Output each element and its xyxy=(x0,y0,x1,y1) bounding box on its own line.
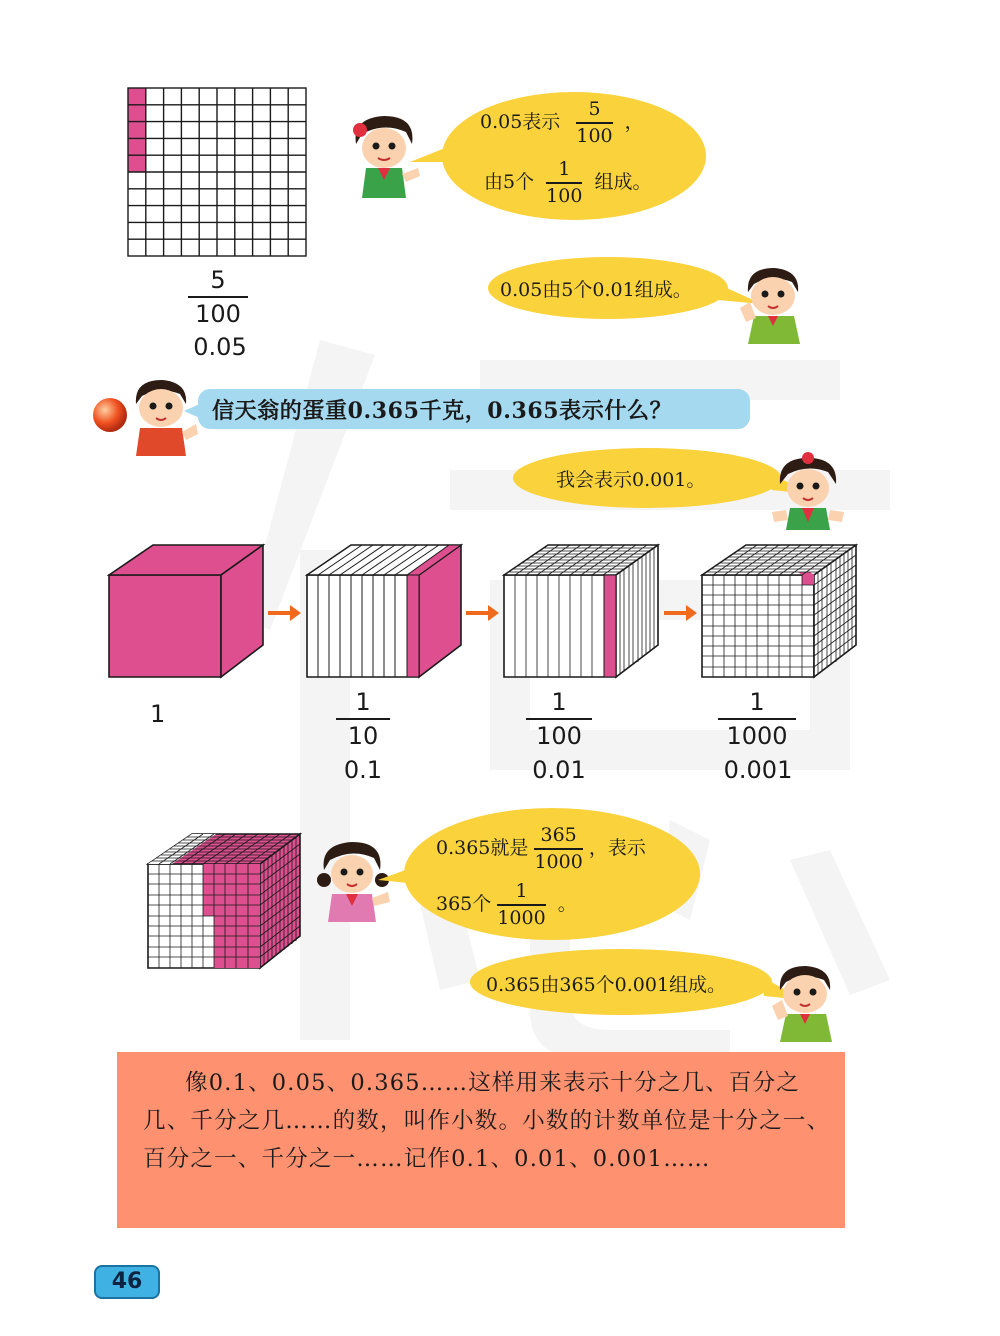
denominator: 100 xyxy=(576,125,613,147)
fraction-bar xyxy=(188,296,248,298)
denominator: 100 xyxy=(546,185,583,207)
numerator: 1 xyxy=(551,688,567,716)
denominator: 100 xyxy=(536,722,582,750)
numerator: 1 xyxy=(355,688,371,716)
cube-3-fraction xyxy=(526,688,592,750)
hundredths-cube xyxy=(502,543,662,679)
boy-character-icon xyxy=(770,960,840,1042)
bubble-tail xyxy=(378,862,422,888)
fraction-bar xyxy=(546,182,582,184)
cube-4-decimal: 0.001 xyxy=(723,756,793,784)
fraction-bar xyxy=(497,904,545,906)
fraction-bar xyxy=(576,122,612,124)
numerator: 5 xyxy=(588,98,601,120)
cube-3-decimal: 0.01 xyxy=(532,756,586,784)
bubble-4-text-b: ，表示 xyxy=(588,837,646,859)
denominator: 1000 xyxy=(497,907,546,929)
arrow-right-icon xyxy=(268,604,302,622)
grid-fraction xyxy=(188,266,248,328)
bubble-1-text-a: 0.05表示 xyxy=(480,111,561,133)
bubble-1-text-b: ， xyxy=(624,111,644,133)
numerator: 1 xyxy=(558,158,571,180)
bubble-1-text-c: 由5个 xyxy=(484,171,535,193)
hundred-grid xyxy=(127,87,307,257)
bubble-1-line-1 xyxy=(480,100,644,146)
question-text: 信天翁的蛋重0.365千克，0.365表示什么？ xyxy=(212,398,673,424)
bubble-4-line-2 xyxy=(436,882,577,928)
bubble-4-text-a: 0.365就是 xyxy=(436,837,529,859)
definition-body: 像0.1、0.05、0.365……这样用来表示十分之几、百分之几、千分之几……的数，叫作小数。小数的计数单位是十分之一、百分之一、千分之一……记作0.1、0.01、0.001…… xyxy=(143,1070,831,1172)
arrow-right-icon xyxy=(466,604,500,622)
girl-character-icon xyxy=(772,452,846,532)
definition-text xyxy=(143,1064,833,1178)
cube-2-decimal: 0.1 xyxy=(343,756,383,784)
bubble-4-text-c: 365个 xyxy=(436,893,492,915)
bubble-1-line-2 xyxy=(484,160,651,206)
arrow-right-icon xyxy=(664,604,698,622)
grid-decimal: 0.05 xyxy=(193,333,247,361)
bubble-4-fraction-2 xyxy=(497,882,545,928)
ball-icon xyxy=(92,397,128,433)
bubble-2-text: 0.05由5个0.01组成。 xyxy=(500,279,692,301)
page-number: 46 xyxy=(94,1265,160,1299)
bubble-tail xyxy=(184,402,204,420)
denominator: 1000 xyxy=(534,851,583,873)
denominator: 10 xyxy=(347,722,379,750)
fraction-bar xyxy=(534,848,582,850)
bubble-1-fraction-2 xyxy=(546,160,582,206)
denominator: 1000 xyxy=(726,722,788,750)
cube-2-fraction xyxy=(336,688,390,750)
bubble-4-text-d: 。 xyxy=(557,893,577,915)
thousandths-cube xyxy=(700,543,860,679)
numerator: 365 xyxy=(540,824,577,846)
boy-character-icon xyxy=(738,262,808,344)
bubble-4-fraction-1 xyxy=(534,826,582,872)
grid-fraction-numerator: 5 xyxy=(210,266,226,294)
fraction-bar xyxy=(336,718,390,720)
unit-cube xyxy=(107,543,267,679)
cube-1-label: 1 xyxy=(150,700,166,728)
fraction-bar xyxy=(718,718,796,720)
numerator: 1 xyxy=(749,688,765,716)
partial-thousandths-cube xyxy=(146,832,302,970)
tenths-cube xyxy=(305,543,465,679)
bubble-1-fraction-1 xyxy=(576,100,612,146)
grid-fraction-denominator: 100 xyxy=(195,300,241,328)
bubble-5-text: 0.365由365个0.001组成。 xyxy=(486,974,727,996)
bubble-tail xyxy=(410,140,460,170)
fraction-bar xyxy=(526,718,592,720)
bubble-3-text: 我会表示0.001。 xyxy=(556,469,706,491)
bubble-1-text-d: 组成。 xyxy=(594,171,652,193)
numerator: 1 xyxy=(515,880,528,902)
bubble-4-line-1 xyxy=(436,826,646,872)
cube-4-fraction xyxy=(718,688,796,750)
